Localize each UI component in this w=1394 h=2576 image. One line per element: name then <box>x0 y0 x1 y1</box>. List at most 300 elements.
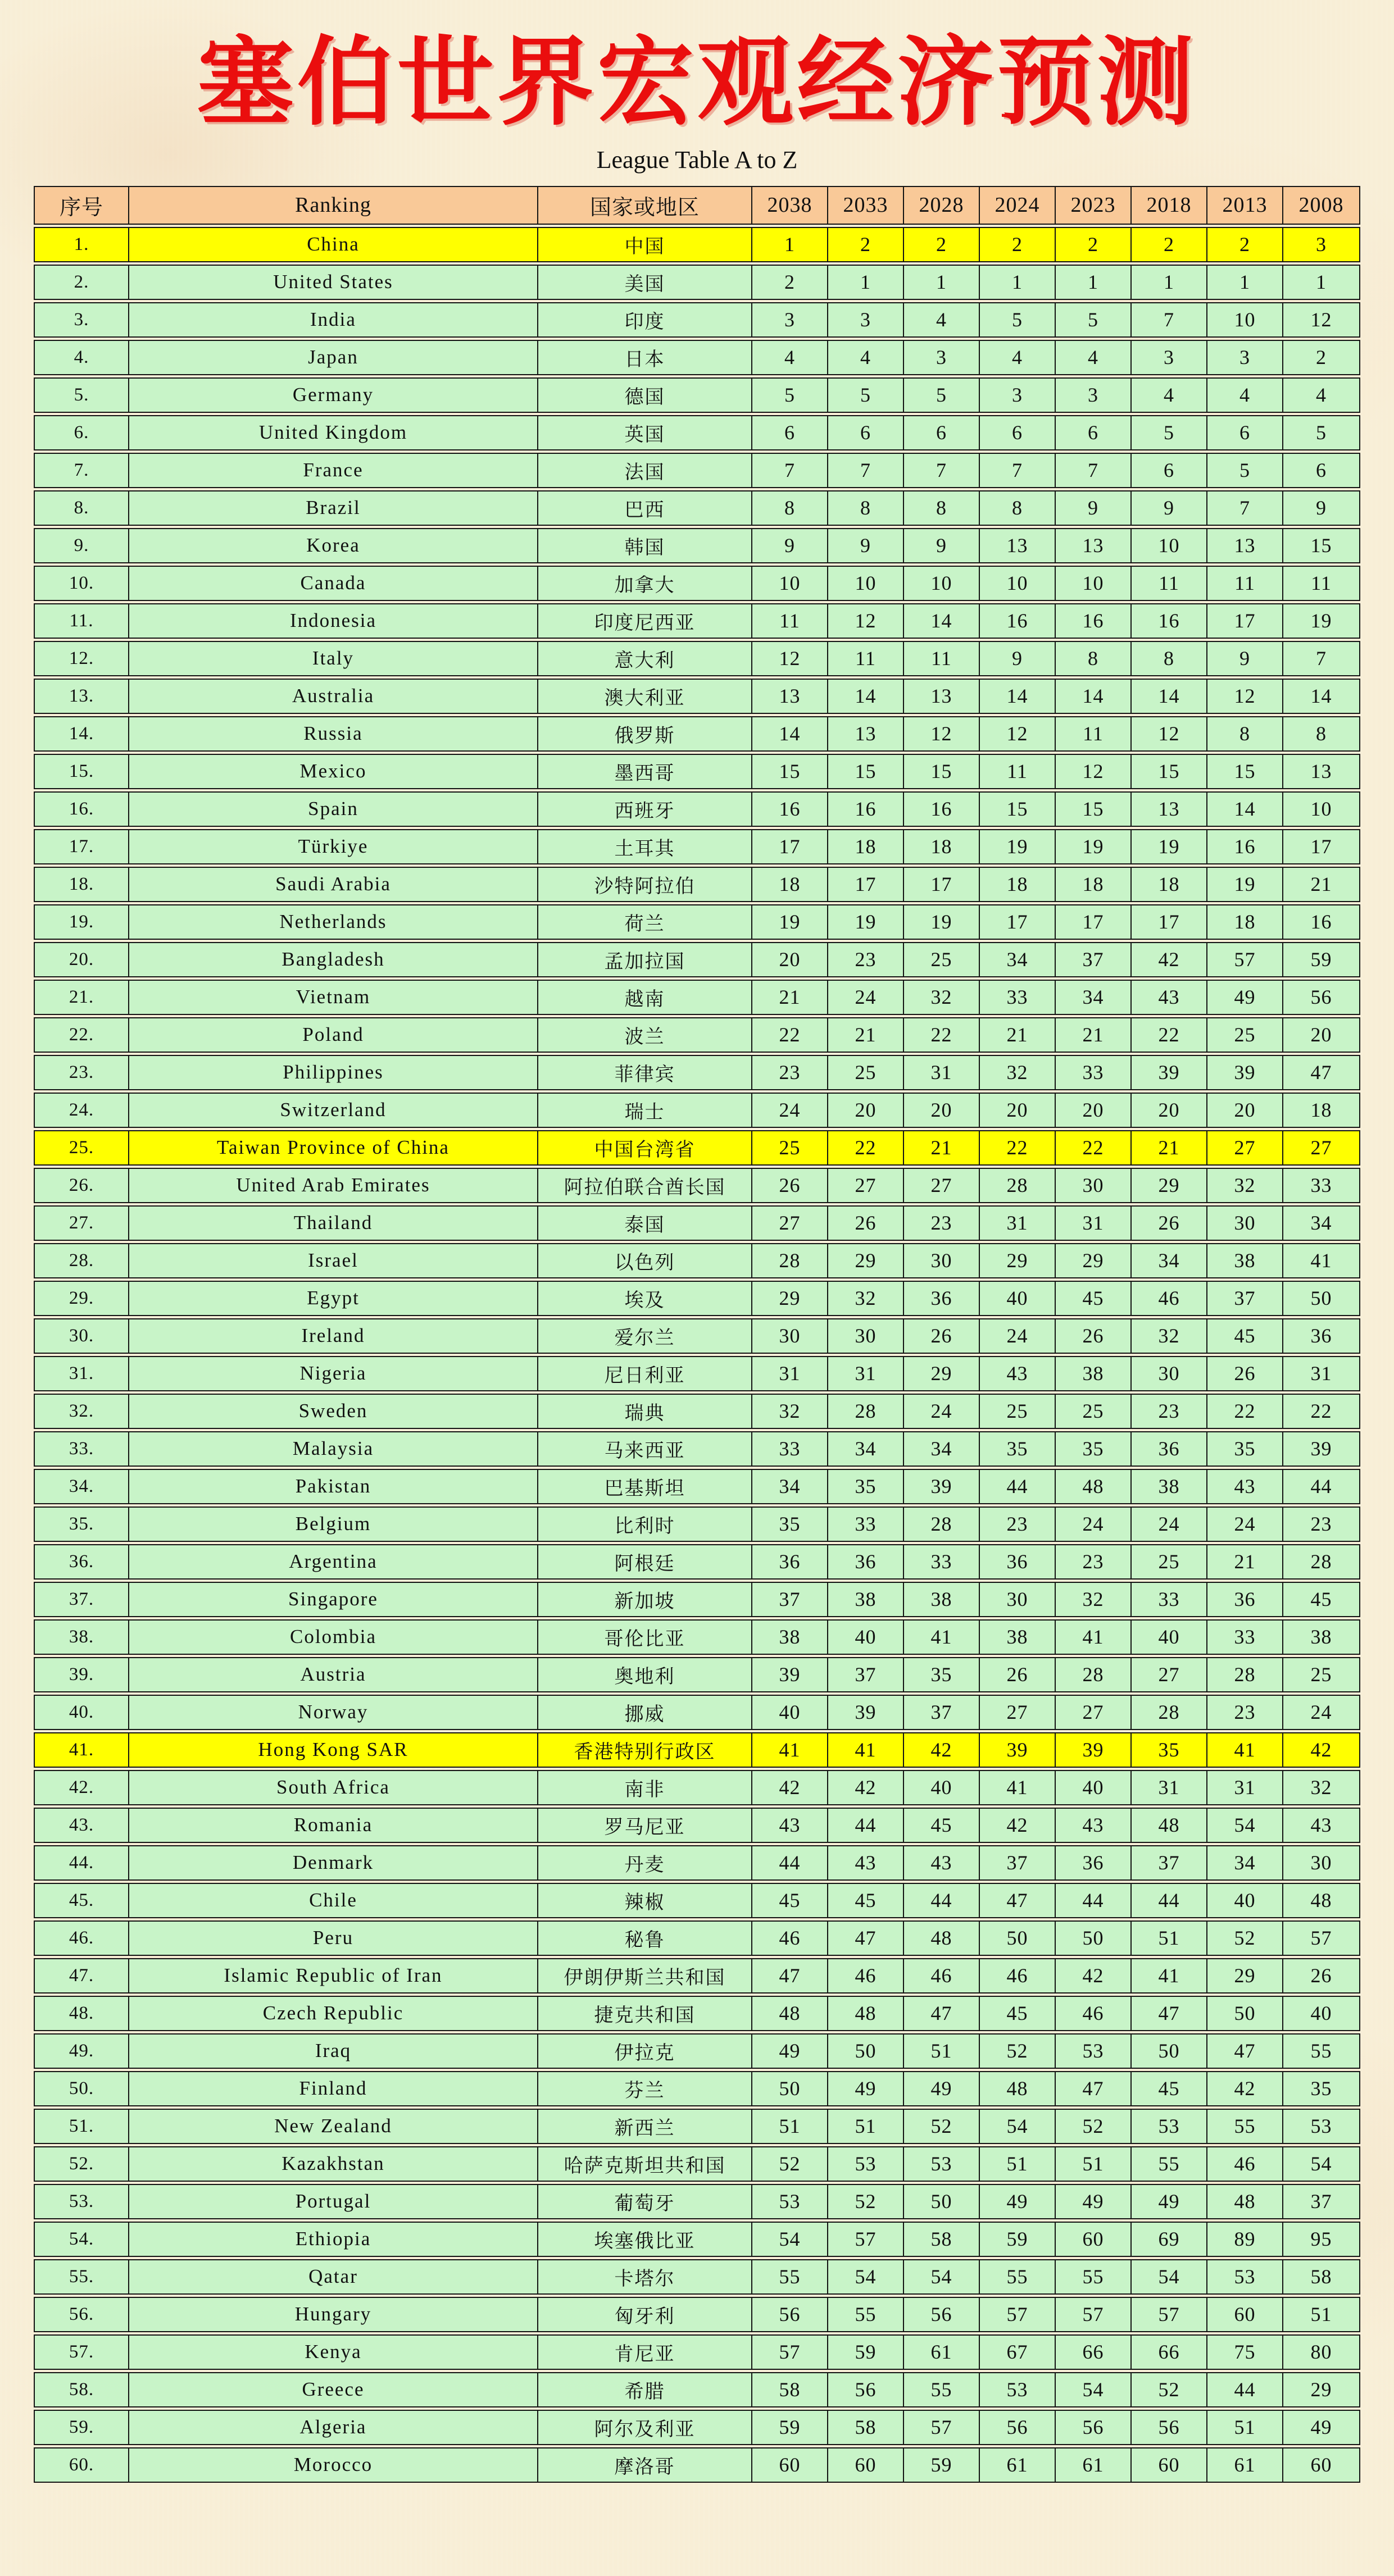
cell-country-en: Indonesia <box>128 603 537 639</box>
cell-year-value: 22 <box>903 1017 979 1053</box>
cell-year-value: 60 <box>1282 2447 1360 2483</box>
cell-rank-no: 24. <box>34 1093 128 1128</box>
cell-rank-no: 47. <box>34 1958 128 1994</box>
cell-year-value: 45 <box>1130 2071 1206 2106</box>
cell-year-value: 36 <box>1055 1845 1130 1881</box>
cell-year-value: 19 <box>1282 603 1360 639</box>
cell-year-value: 32 <box>751 1394 827 1429</box>
cell-country-en: United Kingdom <box>128 415 537 450</box>
cell-year-value: 11 <box>751 603 827 639</box>
cell-year-value: 12 <box>1282 302 1360 338</box>
table-row <box>34 1808 1360 1843</box>
cell-year-value: 54 <box>903 2259 979 2295</box>
cell-year-value: 3 <box>1206 340 1282 375</box>
cell-year-value: 43 <box>827 1845 903 1881</box>
cell-year-value: 12 <box>979 716 1055 752</box>
cell-year-value: 12 <box>1206 679 1282 714</box>
cell-year-value: 57 <box>903 2410 979 2445</box>
cell-year-value: 10 <box>979 566 1055 601</box>
cell-year-value: 36 <box>1206 1582 1282 1617</box>
cell-year-value: 24 <box>1206 1507 1282 1542</box>
cell-year-value: 15 <box>1206 754 1282 789</box>
cell-year-value: 2 <box>903 227 979 262</box>
cell-year-value: 3 <box>1282 227 1360 262</box>
cell-year-value: 36 <box>1282 1318 1360 1354</box>
cell-year-value: 16 <box>903 791 979 827</box>
cell-year-value: 5 <box>1130 415 1206 450</box>
cell-country-en: Netherlands <box>128 904 537 940</box>
cell-rank-no: 1. <box>34 227 128 262</box>
cell-year-value: 31 <box>1055 1205 1130 1241</box>
cell-year-value: 29 <box>1055 1243 1130 1278</box>
table-row <box>34 1883 1360 1918</box>
cell-year-value: 9 <box>1130 490 1206 526</box>
cell-year-value: 27 <box>827 1168 903 1203</box>
cell-year-value: 40 <box>1206 1883 1282 1918</box>
cell-year-value: 28 <box>1130 1695 1206 1730</box>
cell-year-value: 46 <box>827 1958 903 1994</box>
cell-year-value: 39 <box>979 1732 1055 1768</box>
cell-country-zh: 沙特阿拉伯 <box>537 867 751 902</box>
table-row <box>34 2146 1360 2182</box>
table-row <box>34 340 1360 375</box>
cell-country-zh: 肯尼亚 <box>537 2334 751 2370</box>
cell-year-value: 4 <box>1130 377 1206 413</box>
cell-year-value: 25 <box>827 1055 903 1090</box>
cell-year-value: 50 <box>751 2071 827 2106</box>
cell-year-value: 4 <box>1206 377 1282 413</box>
cell-year-value: 9 <box>1206 641 1282 676</box>
cell-year-value: 16 <box>1055 603 1130 639</box>
table-row <box>34 227 1360 262</box>
cell-year-value: 23 <box>1282 1507 1360 1542</box>
cell-year-value: 13 <box>1055 528 1130 563</box>
cell-year-value: 49 <box>979 2184 1055 2219</box>
cell-year-value: 29 <box>1206 1958 1282 1994</box>
cell-country-zh: 中国 <box>537 227 751 262</box>
cell-year-value: 43 <box>1055 1808 1130 1843</box>
cell-year-value: 35 <box>751 1507 827 1542</box>
cell-year-value: 34 <box>903 1431 979 1467</box>
table-row <box>34 490 1360 526</box>
cell-year-value: 13 <box>1130 791 1206 827</box>
cell-year-value: 15 <box>827 754 903 789</box>
cell-year-value: 29 <box>979 1243 1055 1278</box>
cell-year-value: 80 <box>1282 2334 1360 2370</box>
cell-year-value: 56 <box>1130 2410 1206 2445</box>
cell-year-value: 26 <box>1130 1205 1206 1241</box>
cell-rank-no: 25. <box>34 1130 128 1166</box>
cell-year-value: 31 <box>979 1205 1055 1241</box>
cell-year-value: 41 <box>979 1770 1055 1805</box>
cell-year-value: 7 <box>1282 641 1360 676</box>
cell-year-value: 54 <box>979 2109 1055 2144</box>
cell-year-value: 38 <box>1055 1356 1130 1391</box>
cell-year-value: 14 <box>751 716 827 752</box>
table-header <box>34 186 1360 225</box>
cell-year-value: 60 <box>1055 2222 1130 2257</box>
cell-country-en: Austria <box>128 1657 537 1692</box>
cell-year-value: 53 <box>751 2184 827 2219</box>
cell-country-en: Poland <box>128 1017 537 1053</box>
cell-year-value: 41 <box>903 1619 979 1655</box>
cell-country-en: Germany <box>128 377 537 413</box>
cell-country-en: Finland <box>128 2071 537 2106</box>
cell-year-value: 20 <box>1282 1017 1360 1053</box>
cell-year-value: 28 <box>827 1394 903 1429</box>
cell-year-value: 16 <box>827 791 903 827</box>
cell-year-value: 13 <box>979 528 1055 563</box>
cell-year-value: 13 <box>751 679 827 714</box>
cell-country-en: India <box>128 302 537 338</box>
cell-year-value: 4 <box>827 340 903 375</box>
cell-year-value: 54 <box>1282 2146 1360 2182</box>
cell-year-value: 50 <box>827 2033 903 2069</box>
cell-year-value: 47 <box>1206 2033 1282 2069</box>
cell-year-value: 5 <box>751 377 827 413</box>
cell-rank-no: 33. <box>34 1431 128 1467</box>
cell-year-value: 17 <box>1055 904 1130 940</box>
cell-country-en: Mexico <box>128 754 537 789</box>
cell-year-value: 9 <box>827 528 903 563</box>
cell-country-en: Hungary <box>128 2297 537 2332</box>
cell-year-value: 53 <box>903 2146 979 2182</box>
cell-country-zh: 韩国 <box>537 528 751 563</box>
cell-year-value: 6 <box>827 415 903 450</box>
cell-year-value: 13 <box>1206 528 1282 563</box>
cell-country-zh: 芬兰 <box>537 2071 751 2106</box>
cell-rank-no: 54. <box>34 2222 128 2257</box>
cell-country-en: China <box>128 227 537 262</box>
cell-year-value: 18 <box>827 829 903 864</box>
cell-country-en: Pakistan <box>128 1469 537 1504</box>
cell-country-zh: 阿拉伯联合酋长国 <box>537 1168 751 1203</box>
cell-year-value: 47 <box>751 1958 827 1994</box>
cell-year-value: 44 <box>827 1808 903 1843</box>
table-row <box>34 603 1360 639</box>
cell-year-value: 26 <box>751 1168 827 1203</box>
cell-year-value: 41 <box>1206 1732 1282 1768</box>
cell-year-value: 27 <box>979 1695 1055 1730</box>
cell-year-value: 48 <box>903 1920 979 1956</box>
cell-year-value: 13 <box>827 716 903 752</box>
cell-year-value: 11 <box>1055 716 1130 752</box>
table-row <box>34 867 1360 902</box>
cell-year-value: 6 <box>1282 453 1360 488</box>
cell-year-value: 59 <box>903 2447 979 2483</box>
cell-year-value: 12 <box>751 641 827 676</box>
cell-year-value: 21 <box>979 1017 1055 1053</box>
cell-year-value: 3 <box>903 340 979 375</box>
cell-year-value: 23 <box>979 1507 1055 1542</box>
cell-country-en: Algeria <box>128 2410 537 2445</box>
table-row <box>34 453 1360 488</box>
cell-year-value: 44 <box>979 1469 1055 1504</box>
cell-year-value: 38 <box>1206 1243 1282 1278</box>
table-row <box>34 641 1360 676</box>
cell-year-value: 16 <box>1130 603 1206 639</box>
cell-year-value: 40 <box>827 1619 903 1655</box>
cell-year-value: 47 <box>979 1883 1055 1918</box>
cell-year-value: 51 <box>827 2109 903 2144</box>
cell-year-value: 31 <box>751 1356 827 1391</box>
cell-year-value: 49 <box>1282 2410 1360 2445</box>
cell-year-value: 19 <box>1055 829 1130 864</box>
cell-country-en: Portugal <box>128 2184 537 2219</box>
cell-year-value: 20 <box>1206 1093 1282 1128</box>
table-row <box>34 942 1360 977</box>
cell-year-value: 34 <box>1055 980 1130 1015</box>
cell-country-zh: 摩洛哥 <box>537 2447 751 2483</box>
table-row <box>34 1996 1360 2031</box>
cell-year-value: 32 <box>903 980 979 1015</box>
cell-year-value: 41 <box>1130 1958 1206 1994</box>
cell-year-value: 52 <box>751 2146 827 2182</box>
cell-year-value: 24 <box>979 1318 1055 1354</box>
cell-country-zh: 印度尼西亚 <box>537 603 751 639</box>
cell-rank-no: 57. <box>34 2334 128 2370</box>
cell-rank-no: 46. <box>34 1920 128 1956</box>
cell-year-value: 8 <box>1206 716 1282 752</box>
cell-year-value: 44 <box>1206 2372 1282 2407</box>
cell-year-value: 4 <box>1055 340 1130 375</box>
cell-year-value: 6 <box>1130 453 1206 488</box>
cell-year-value: 1 <box>751 227 827 262</box>
cell-year-value: 46 <box>1055 1996 1130 2031</box>
cell-year-value: 30 <box>827 1318 903 1354</box>
cell-year-value: 17 <box>1130 904 1206 940</box>
cell-year-value: 26 <box>1206 1356 1282 1391</box>
cell-rank-no: 17. <box>34 829 128 864</box>
cell-country-en: Hong Kong SAR <box>128 1732 537 1768</box>
cell-country-en: Czech Republic <box>128 1996 537 2031</box>
table-row <box>34 377 1360 413</box>
cell-year-value: 26 <box>979 1657 1055 1692</box>
cell-rank-no: 44. <box>34 1845 128 1881</box>
cell-country-zh: 挪威 <box>537 1695 751 1730</box>
cell-country-zh: 哈萨克斯坦共和国 <box>537 2146 751 2182</box>
cell-year-value: 51 <box>751 2109 827 2144</box>
cell-year-value: 51 <box>1130 1920 1206 1956</box>
cell-year-value: 49 <box>751 2033 827 2069</box>
cell-country-zh: 比利时 <box>537 1507 751 1542</box>
cell-country-zh: 泰国 <box>537 1205 751 1241</box>
cell-year-value: 8 <box>1130 641 1206 676</box>
cell-rank-no: 31. <box>34 1356 128 1391</box>
cell-year-value: 51 <box>1055 2146 1130 2182</box>
cell-year-value: 42 <box>751 1770 827 1805</box>
cell-year-value: 18 <box>1206 904 1282 940</box>
cell-rank-no: 26. <box>34 1168 128 1203</box>
cell-year-value: 43 <box>1206 1469 1282 1504</box>
cell-year-value: 36 <box>1130 1431 1206 1467</box>
cell-year-value: 33 <box>751 1431 827 1467</box>
cell-year-value: 13 <box>1282 754 1360 789</box>
cell-rank-no: 32. <box>34 1394 128 1429</box>
cell-year-value: 21 <box>1130 1130 1206 1166</box>
cell-year-value: 15 <box>903 754 979 789</box>
cell-year-value: 10 <box>903 566 979 601</box>
cell-year-value: 9 <box>979 641 1055 676</box>
cell-year-value: 9 <box>903 528 979 563</box>
cell-country-en: Switzerland <box>128 1093 537 1128</box>
cell-year-value: 25 <box>1206 1017 1282 1053</box>
cell-year-value: 58 <box>751 2372 827 2407</box>
cell-year-value: 23 <box>1055 1544 1130 1580</box>
cell-year-value: 32 <box>1055 1582 1130 1617</box>
cell-year-value: 22 <box>1055 1130 1130 1166</box>
cell-rank-no: 18. <box>34 867 128 902</box>
cell-year-value: 32 <box>979 1055 1055 1090</box>
cell-year-value: 30 <box>903 1243 979 1278</box>
cell-year-value: 52 <box>979 2033 1055 2069</box>
cell-year-value: 38 <box>903 1582 979 1617</box>
cell-year-value: 44 <box>1130 1883 1206 1918</box>
cell-year-value: 3 <box>827 302 903 338</box>
table-row <box>34 1619 1360 1655</box>
cell-year-value: 43 <box>751 1808 827 1843</box>
cell-year-value: 37 <box>1055 942 1130 977</box>
cell-year-value: 22 <box>1282 1394 1360 1429</box>
cell-rank-no: 37. <box>34 1582 128 1617</box>
cell-year-value: 59 <box>751 2410 827 2445</box>
cell-country-en: Singapore <box>128 1582 537 1617</box>
cell-country-zh: 伊拉克 <box>537 2033 751 2069</box>
cell-year-value: 55 <box>1130 2146 1206 2182</box>
cell-country-en: Belgium <box>128 1507 537 1542</box>
cell-year-value: 14 <box>903 603 979 639</box>
cell-year-value: 21 <box>1055 1017 1130 1053</box>
table-row <box>34 2071 1360 2106</box>
cell-country-zh: 秘鲁 <box>537 1920 751 1956</box>
cell-year-value: 14 <box>827 679 903 714</box>
cell-year-value: 21 <box>751 980 827 1015</box>
page-subtitle: League Table A to Z <box>596 146 798 174</box>
cell-year-value: 15 <box>1130 754 1206 789</box>
cell-country-zh: 意大利 <box>537 641 751 676</box>
cell-year-value: 33 <box>979 980 1055 1015</box>
cell-country-zh: 捷克共和国 <box>537 1996 751 2031</box>
cell-rank-no: 58. <box>34 2372 128 2407</box>
cell-country-zh: 辣椒 <box>537 1883 751 1918</box>
cell-year-value: 56 <box>1055 2410 1130 2445</box>
table-row <box>34 1243 1360 1278</box>
cell-year-value: 8 <box>751 490 827 526</box>
cell-year-value: 20 <box>751 942 827 977</box>
cell-year-value: 45 <box>979 1996 1055 2031</box>
cell-year-value: 43 <box>903 1845 979 1881</box>
cell-country-zh: 美国 <box>537 265 751 300</box>
cell-year-value: 59 <box>1282 942 1360 977</box>
cell-year-value: 49 <box>903 2071 979 2106</box>
cell-year-value: 10 <box>1282 791 1360 827</box>
cell-year-value: 53 <box>1055 2033 1130 2069</box>
cell-year-value: 2 <box>1206 227 1282 262</box>
table-row <box>34 1394 1360 1429</box>
cell-year-value: 5 <box>979 302 1055 338</box>
cell-year-value: 50 <box>979 1920 1055 1956</box>
cell-year-value: 28 <box>1282 1544 1360 1580</box>
cell-year-value: 43 <box>1282 1808 1360 1843</box>
cell-rank-no: 27. <box>34 1205 128 1241</box>
cell-year-value: 43 <box>979 1356 1055 1391</box>
cell-year-value: 31 <box>1130 1770 1206 1805</box>
cell-year-value: 40 <box>903 1770 979 1805</box>
cell-year-value: 75 <box>1206 2334 1282 2370</box>
cell-year-value: 41 <box>827 1732 903 1768</box>
cell-rank-no: 39. <box>34 1657 128 1692</box>
cell-year-value: 57 <box>1282 1920 1360 1956</box>
cell-year-value: 28 <box>903 1507 979 1542</box>
cell-rank-no: 59. <box>34 2410 128 2445</box>
cell-country-zh: 日本 <box>537 340 751 375</box>
cell-year-value: 31 <box>903 1055 979 1090</box>
cell-rank-no: 9. <box>34 528 128 563</box>
cell-year-value: 15 <box>979 791 1055 827</box>
cell-year-value: 47 <box>827 1920 903 1956</box>
table-row <box>34 1130 1360 1166</box>
cell-rank-no: 50. <box>34 2071 128 2106</box>
cell-year-value: 39 <box>827 1695 903 1730</box>
cell-year-value: 52 <box>827 2184 903 2219</box>
cell-year-value: 55 <box>751 2259 827 2295</box>
table-row <box>34 1920 1360 1956</box>
cell-year-value: 16 <box>1206 829 1282 864</box>
cell-year-value: 55 <box>1055 2259 1130 2295</box>
cell-year-value: 28 <box>1206 1657 1282 1692</box>
cell-year-value: 21 <box>827 1017 903 1053</box>
cell-country-zh: 加拿大 <box>537 566 751 601</box>
cell-rank-no: 35. <box>34 1507 128 1542</box>
cell-year-value: 37 <box>751 1582 827 1617</box>
cell-year-value: 50 <box>1206 1996 1282 2031</box>
cell-rank-no: 43. <box>34 1808 128 1843</box>
cell-year-value: 9 <box>751 528 827 563</box>
cell-country-zh: 埃及 <box>537 1281 751 1316</box>
cell-rank-no: 48. <box>34 1996 128 2031</box>
cell-year-value: 17 <box>1206 603 1282 639</box>
cell-year-value: 38 <box>1130 1469 1206 1504</box>
cell-year-value: 54 <box>751 2222 827 2257</box>
table-body <box>34 227 1360 2483</box>
cell-year-value: 5 <box>903 377 979 413</box>
cell-year-value: 3 <box>979 377 1055 413</box>
cell-rank-no: 5. <box>34 377 128 413</box>
cell-year-value: 40 <box>1055 1770 1130 1805</box>
cell-country-zh: 新加坡 <box>537 1582 751 1617</box>
cell-year-value: 19 <box>979 829 1055 864</box>
cell-year-value: 48 <box>827 1996 903 2031</box>
cell-year-value: 25 <box>751 1130 827 1166</box>
table-row <box>34 1695 1360 1730</box>
cell-country-en: Canada <box>128 566 537 601</box>
cell-year-value: 26 <box>827 1205 903 1241</box>
cell-year-value: 39 <box>1130 1055 1206 1090</box>
cell-year-value: 44 <box>751 1845 827 1881</box>
cell-rank-no: 16. <box>34 791 128 827</box>
cell-year-value: 53 <box>1130 2109 1206 2144</box>
cell-year-value: 27 <box>1055 1695 1130 1730</box>
page <box>0 26 1394 2576</box>
cell-country-zh: 埃塞俄比亚 <box>537 2222 751 2257</box>
cell-year-value: 55 <box>827 2297 903 2332</box>
cell-year-value: 33 <box>903 1544 979 1580</box>
cell-year-value: 44 <box>903 1883 979 1918</box>
cell-year-value: 28 <box>1055 1657 1130 1692</box>
cell-year-value: 54 <box>827 2259 903 2295</box>
cell-year-value: 30 <box>751 1318 827 1354</box>
cell-year-value: 50 <box>1282 1281 1360 1316</box>
